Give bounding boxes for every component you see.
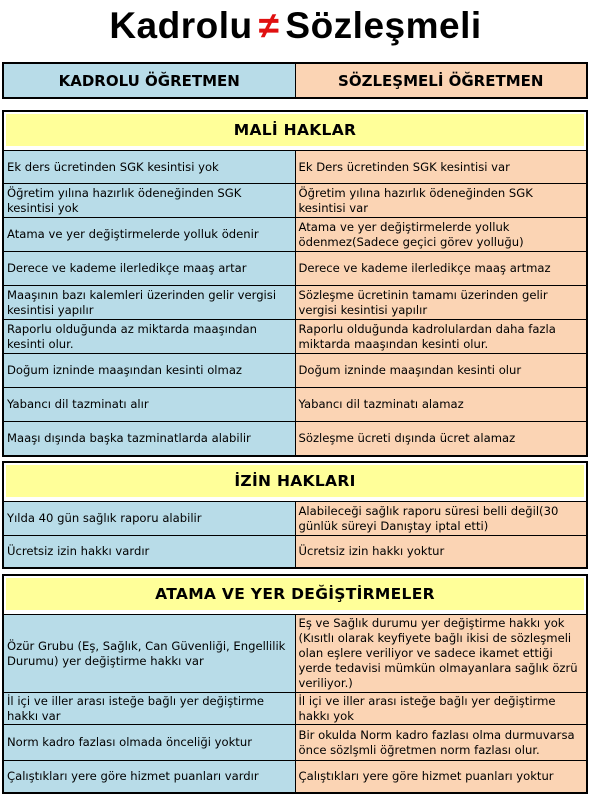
section-title: İZİN HAKLARI xyxy=(6,465,584,497)
cell-kadrolu: Öğretim yılına hazırlık ödeneğinden SGK kesintisi yok xyxy=(4,184,296,217)
cell-kadrolu: Norm kadro fazlası olmada önceliği yoktur xyxy=(4,725,296,760)
title-right: Sözleşmeli xyxy=(285,5,482,46)
table-row xyxy=(4,285,586,319)
cell-kadrolu: Maaşı dışında başka tazminatlarda alabilir xyxy=(4,422,296,455)
section-title: MALİ HAKLAR xyxy=(6,114,584,146)
column-header-sozlesmeli: SÖZLEŞMELİ ÖĞRETMEN xyxy=(296,64,587,97)
cell-sozlesmeli: İl içi ve iller arası isteğe bağlı yer değiştirme hakkı yok xyxy=(296,693,587,724)
table-row xyxy=(4,183,586,217)
title-left: Kadrolu xyxy=(109,5,253,46)
table-row xyxy=(4,724,586,760)
table-row xyxy=(4,501,586,535)
cell-kadrolu: Ek ders ücretinden SGK kesintisi yok xyxy=(4,151,296,183)
section-mali-haklar xyxy=(2,110,588,457)
section-izin-haklari xyxy=(2,461,588,569)
cell-kadrolu: Ücretsiz izin hakkı vardır xyxy=(4,536,296,567)
cell-sozlesmeli: Raporlu olduğunda kadrolulardan daha fazla miktarda maaşından kesinti olur. xyxy=(296,320,587,353)
cell-kadrolu: Atama ve yer değiştirmelerde yolluk ödenir xyxy=(4,218,296,251)
table-row xyxy=(4,150,586,183)
table-row xyxy=(4,217,586,251)
cell-sozlesmeli: Yabancı dil tazminatı alamaz xyxy=(296,388,587,421)
table-row xyxy=(4,535,586,567)
cell-kadrolu: Özür Grubu (Eş, Sağlık, Can Güvenliği, Engellilik Durumu) yer değiştirme hakkı var xyxy=(4,615,296,692)
table-row xyxy=(4,387,586,421)
table-row xyxy=(4,760,586,792)
cell-sozlesmeli: Çalıştıkları yere göre hizmet puanları yoktur xyxy=(296,761,587,792)
cell-kadrolu: Çalıştıkları yere göre hizmet puanları vardır xyxy=(4,761,296,792)
cell-sozlesmeli: Sözleşme ücretinin tamamı üzerinden gelir vergisi kesintisi yapılır xyxy=(296,286,587,319)
cell-sozlesmeli: Bir okulda Norm kadro fazlası olma durmuvarsa önce sözlşmli öğretmen norm fazlası olur. xyxy=(296,725,587,760)
cell-sozlesmeli: Sözleşme ücreti dışında ücret alamaz xyxy=(296,422,587,455)
table-row xyxy=(4,319,586,353)
cell-kadrolu: İl içi ve iller arası isteğe bağlı yer değiştirme hakkı var xyxy=(4,693,296,724)
cell-sozlesmeli: Eş ve Sağlık durumu yer değiştirme hakkı yok (Kısıtlı olarak keyfiyete bağlı ikisi de sözleşmeli olan eşlere veriliyor ve sadece ikamet ettiği yerde tedavisi mümkün olmayanlara sağlık özrü veriliyor.) xyxy=(296,615,587,692)
column-header-row xyxy=(2,62,588,99)
table-row xyxy=(4,421,586,455)
cell-kadrolu: Maaşının bazı kalemleri üzerinden gelir vergisi kesintisi yapılır xyxy=(4,286,296,319)
cell-sozlesmeli: Ücretsiz izin hakkı yoktur xyxy=(296,536,587,567)
table-row xyxy=(4,251,586,285)
not-equal-symbol: ≠ xyxy=(258,5,280,46)
section-title: ATAMA VE YER DEĞİŞTİRMELER xyxy=(6,578,584,610)
cell-sozlesmeli: Ek Ders ücretinden SGK kesintisi var xyxy=(296,151,587,183)
table-row xyxy=(4,692,586,724)
cell-kadrolu: Raporlu olduğunda az miktarda maaşından kesinti olur. xyxy=(4,320,296,353)
cell-sozlesmeli: Derece ve kademe ilerledikçe maaş artmaz xyxy=(296,252,587,285)
section-atama-ve-yer-degistirmeler xyxy=(2,574,588,794)
cell-sozlesmeli: Alabileceği sağlık raporu süresi belli değil(30 günlük süreyi Danıştay iptal etti) xyxy=(296,502,587,535)
cell-sozlesmeli: Öğretim yılına hazırlık ödeneğinden SGK kesintisi var xyxy=(296,184,587,217)
cell-sozlesmeli: Atama ve yer değiştirmelerde yolluk ödenmez(Sadece geçici görev yolluğu) xyxy=(296,218,587,251)
cell-sozlesmeli: Doğum izninde maaşından kesinti olur xyxy=(296,354,587,387)
cell-kadrolu: Derece ve kademe ilerledikçe maaş artar xyxy=(4,252,296,285)
cell-kadrolu: Yılda 40 gün sağlık raporu alabilir xyxy=(4,502,296,535)
table-row xyxy=(4,353,586,387)
column-header-kadrolu: KADROLU ÖĞRETMEN xyxy=(4,64,296,97)
page-title xyxy=(0,4,591,48)
cell-kadrolu: Yabancı dil tazminatı alır xyxy=(4,388,296,421)
cell-kadrolu: Doğum izninde maaşından kesinti olmaz xyxy=(4,354,296,387)
table-row xyxy=(4,614,586,692)
